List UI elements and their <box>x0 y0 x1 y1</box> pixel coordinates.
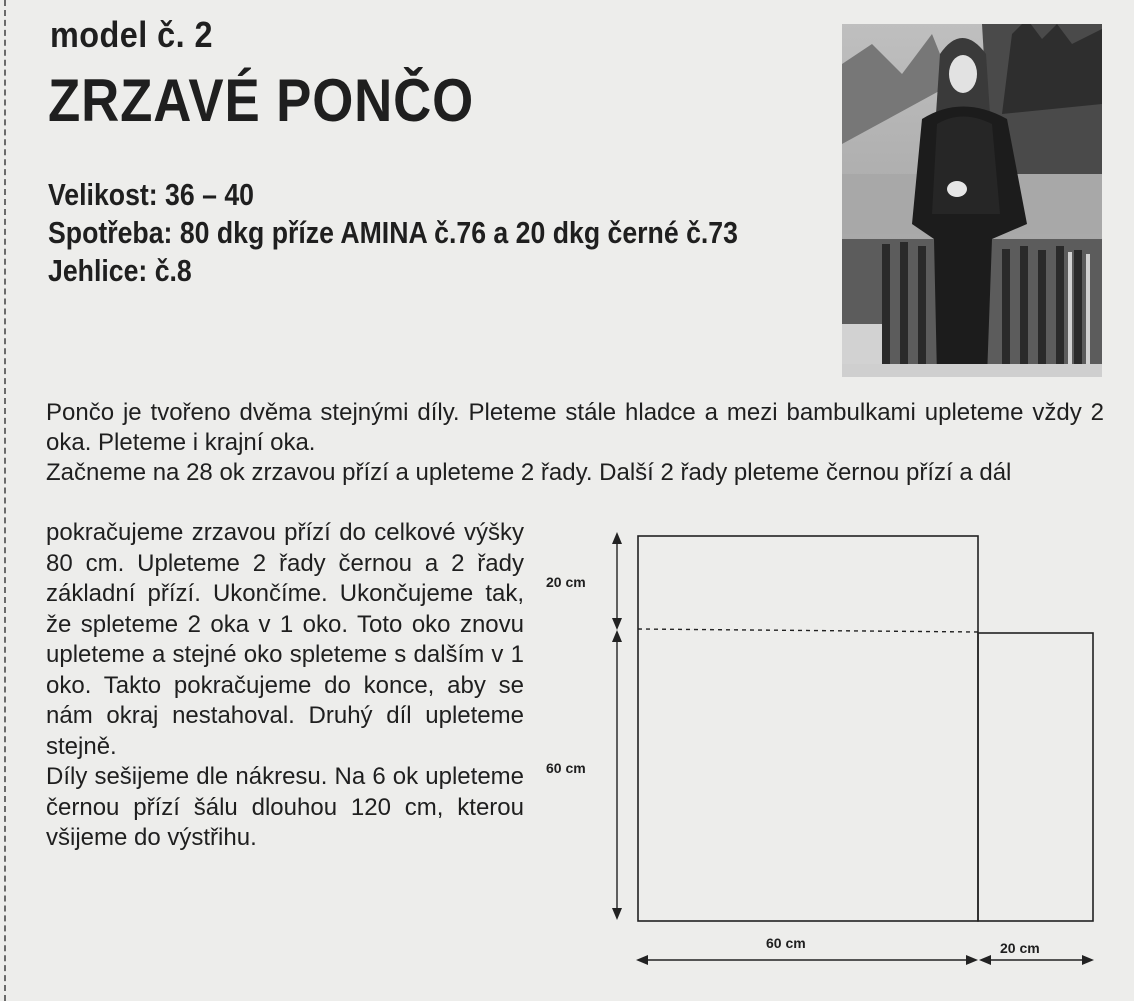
dashed-cut-line <box>4 0 6 1001</box>
instructions-intro <box>46 398 1104 488</box>
instructions-paragraph-1: Pončo je tvořeno dvěma stejnými díly. Pleteme stále hladce a mezi bambulkami upleteme vždy 2 oka. Pleteme i krajní oka. <box>46 399 1104 456</box>
instructions-paragraph-2-line-1: Začneme na 28 ok zrzavou přízí a upleteme 2 řady. Další 2 řady pleteme černou přízí a dál <box>46 459 1012 486</box>
arrow-left-icon <box>636 955 648 965</box>
arrow-right-icon <box>1082 955 1094 965</box>
instructions-paragraph-2-rest: pokračujeme zrzavou přízí do celkové výšky 80 cm. Upleteme 2 řady černou a 2 řady základní přízí. Ukončíme. Ukončujeme tak, že spleteme 2 oka v 1 oko. Toto oko znovu upleteme a stejné oko spleteme s dalším v 1 oko. Takto pokračujeme do konce, aby se nám okraj nestahoval. Druhý díl upleteme stejně. <box>46 519 524 760</box>
spec-yarn: Spotřeba: 80 dkg příze AMINA č.76 a 20 dkg černé č.73 <box>48 215 738 250</box>
instructions-column <box>46 518 524 854</box>
spec-size: Velikost: 36 – 40 <box>48 177 255 212</box>
arrow-down-icon <box>612 908 622 920</box>
model-number: model č. 2 <box>50 14 213 55</box>
arrow-up-icon <box>612 532 622 544</box>
arrow-left-icon <box>979 955 991 965</box>
page-title: ZRZAVÉ PONČO <box>48 67 475 134</box>
side-panel-shape <box>978 633 1093 921</box>
specs-block <box>48 176 738 290</box>
label-top-height: 20 cm <box>546 574 586 590</box>
label-main-height: 60 cm <box>546 760 586 776</box>
instructions-paragraph-3: Díly sešijeme dle nákresu. Na 6 ok upleteme černou přízí šálu dlouhou 120 cm, kterou všijeme do výstřihu. <box>46 763 524 851</box>
label-side-width: 20 cm <box>1000 940 1040 956</box>
arrow-right-icon <box>966 955 978 965</box>
label-main-width: 60 cm <box>766 935 806 951</box>
main-panel-shape <box>638 536 978 921</box>
arrow-up-icon <box>612 630 622 642</box>
fold-line <box>638 629 978 632</box>
photo-woman-in-poncho-icon <box>842 24 1102 377</box>
arrow-down-icon <box>612 618 622 630</box>
spec-needles: Jehlice: č.8 <box>48 253 192 288</box>
assembly-diagram <box>540 522 1110 977</box>
